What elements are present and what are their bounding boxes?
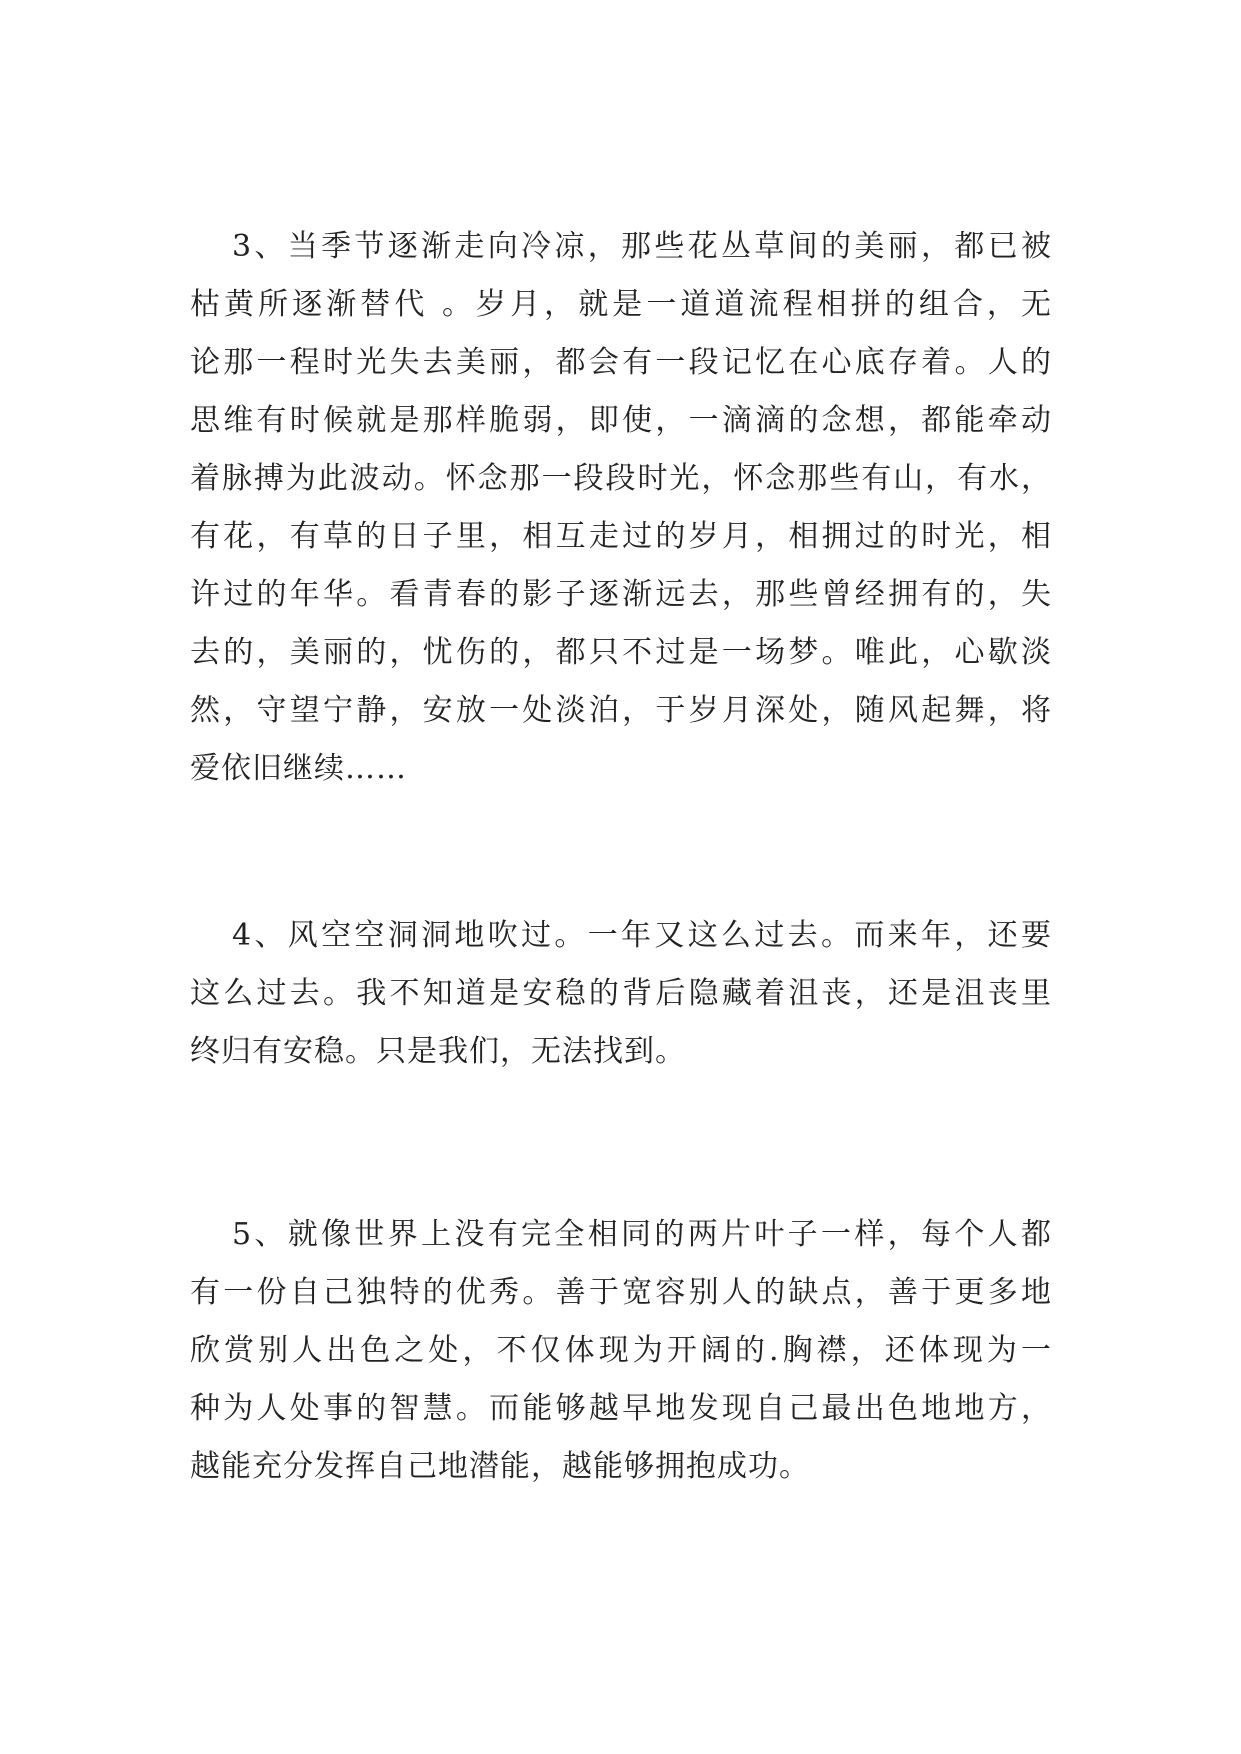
paragraph-line: 论那一程时光失去美丽，都会有一段记忆在心底存着。人的 [190, 345, 1052, 380]
paragraph-line: 欣赏别人出色之处，不仅体现为开阔的.胸襟，还体现为一 [190, 1333, 1052, 1368]
paragraph-line: 有花，有草的日子里，相互走过的岁月，相拥过的时光，相 [190, 519, 1052, 554]
paragraph-line: 然，守望宁静，安放一处淡泊，于岁月深处，随风起舞，将 [190, 693, 1052, 728]
paragraph-line: 去的，美丽的，忧伤的，都只不过是一场梦。唯此，心歇淡 [190, 635, 1052, 670]
paragraph-5 [190, 1206, 1052, 1496]
paragraph-line: 爱依旧继续…… [190, 751, 407, 786]
paragraph-line: 这么过去。我不知道是安稳的背后隐藏着沮丧，还是沮丧里 [190, 976, 1052, 1011]
paragraph-line: 许过的年华。看青春的影子逐渐远去，那些曾经拥有的，失 [190, 577, 1052, 612]
paragraph-4 [190, 907, 1052, 1081]
paragraph-line: 思维有时候就是那样脆弱，即使，一滴滴的念想，都能牵动 [190, 403, 1052, 438]
paragraph-line: 4、风空空洞洞地吹过。一年又这么过去。而来年，还要 [232, 918, 1052, 953]
paragraph-line: 3、当季节逐渐走向冷凉，那些花丛草间的美丽，都已被 [232, 229, 1052, 264]
paragraph-line: 枯黄所逐渐替代 。岁月，就是一道道流程相拼的组合，无 [190, 287, 1052, 322]
paragraph-3 [190, 218, 1052, 798]
paragraph-line: 5、就像世界上没有完全相同的两片叶子一样，每个人都 [232, 1217, 1052, 1252]
paragraph-line: 终归有安稳。只是我们，无法找到。 [190, 1034, 686, 1069]
paragraph-line: 有一份自己独特的优秀。善于宽容别人的缺点，善于更多地 [190, 1275, 1052, 1310]
paragraph-line: 越能充分发挥自己地潜能，越能够拥抱成功。 [190, 1449, 810, 1484]
paragraph-line: 着脉搏为此波动。怀念那一段段时光，怀念那些有山，有水， [190, 461, 1052, 496]
paragraph-line: 种为人处事的智慧。而能够越早地发现自己最出色地地方， [190, 1391, 1052, 1426]
